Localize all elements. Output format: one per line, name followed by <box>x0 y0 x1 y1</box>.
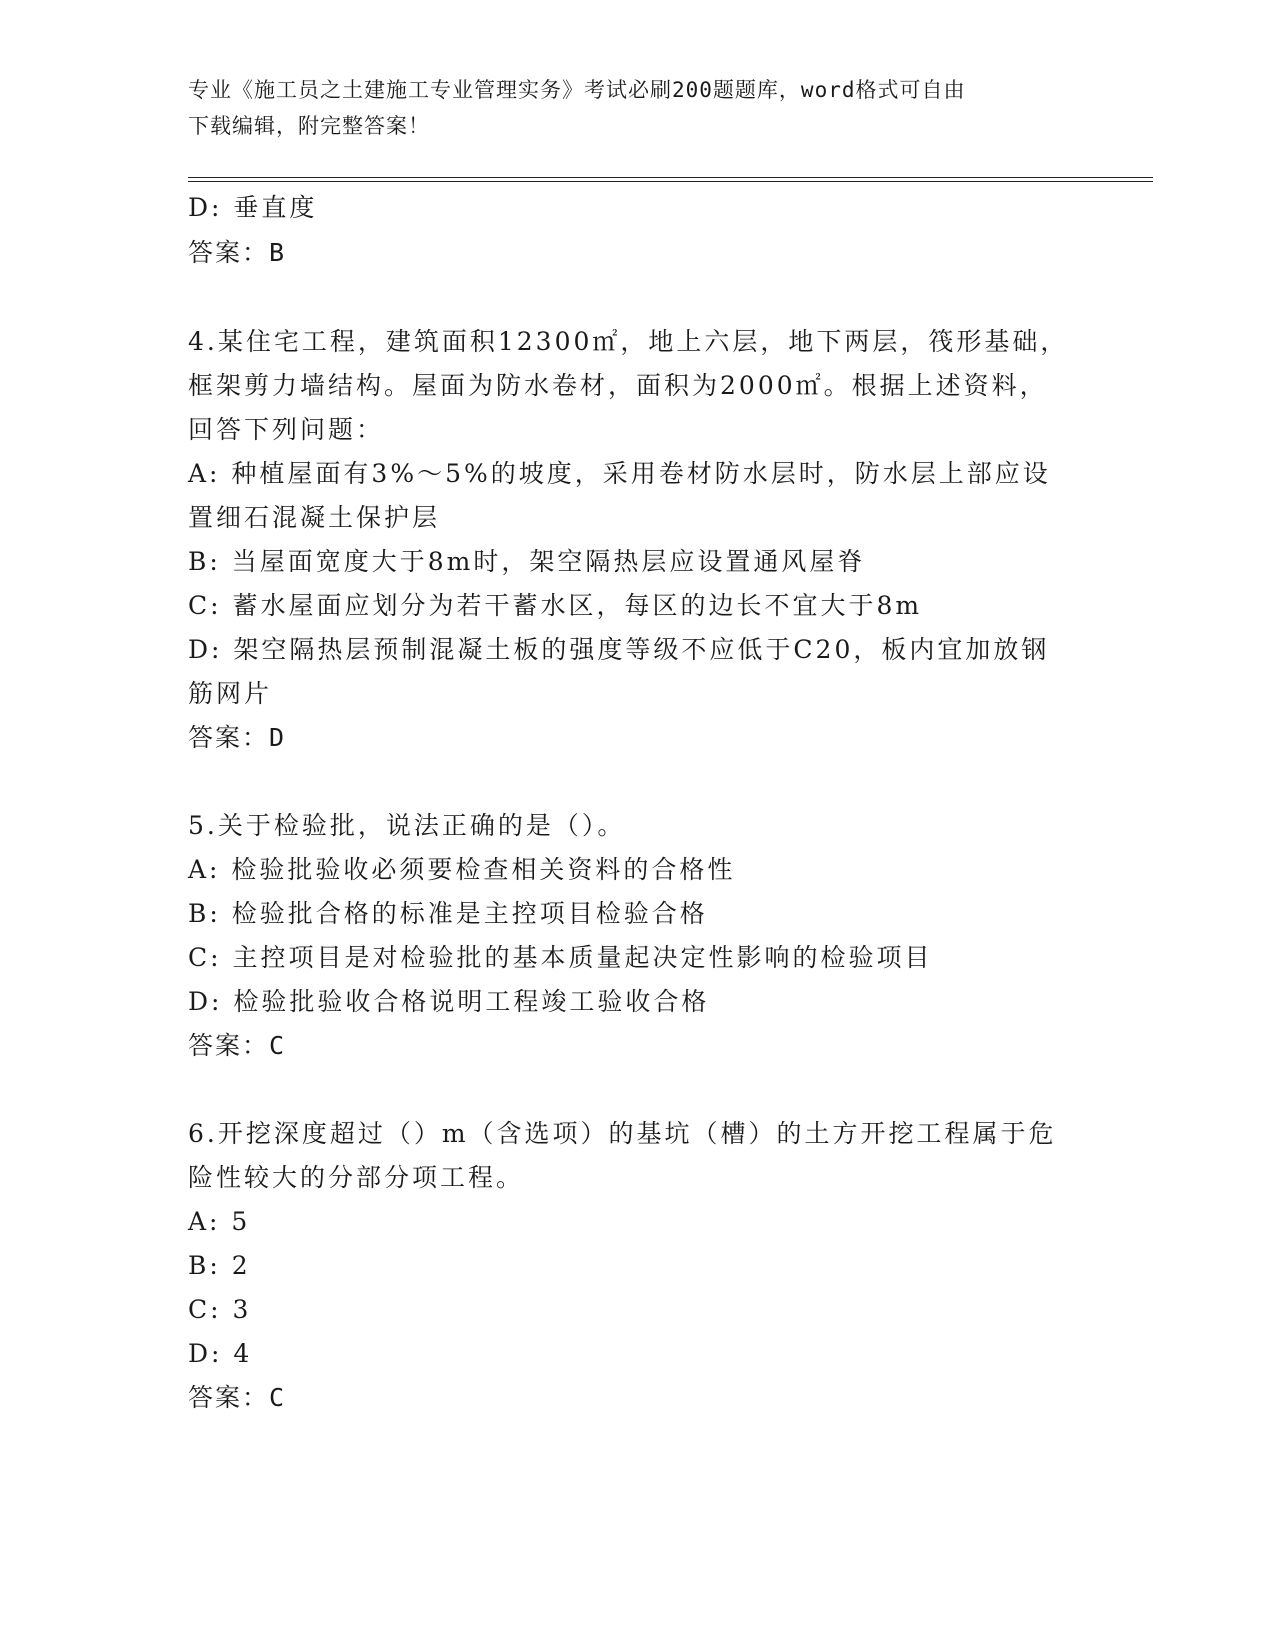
q5-option-c: C: 主控项目是对检验批的基本质量起决定性影响的检验项目 <box>188 943 933 972</box>
document-header <box>188 72 1088 144</box>
q6-stem-line2: 险性较大的分部分项工程。 <box>188 1163 525 1192</box>
q6-option-c: C: 3 <box>188 1295 252 1324</box>
q6-stem-line1: 6.开挖深度超过（）m（含选项）的基坑（槽）的土方开挖工程属于危 <box>188 1119 1057 1148</box>
q4-option-a-line1: A: 种植屋面有3%～5%的坡度，采用卷材防水层时，防水层上部应设 <box>188 459 1051 488</box>
answer-label: 答案： <box>188 238 270 267</box>
q5-option-b: B: 检验批合格的标准是主控项目检验合格 <box>188 899 708 928</box>
answer-value: B <box>269 238 285 267</box>
q4-answer <box>188 715 284 761</box>
q5-answer <box>188 1023 284 1069</box>
q4-option-d-line2: 筋网片 <box>188 679 273 708</box>
header-title-line2: 下载编辑，附完整答案！ <box>188 114 430 138</box>
q4-stem-line1: 4.某住宅工程，建筑面积12300㎡，地上六层，地下两层，筏形基础， <box>188 327 1069 356</box>
q4-option-a-line2: 置细石混凝土保护层 <box>188 503 441 532</box>
q4-option-d-line1: D: 架空隔热层预制混凝土板的强度等级不应低于C20，板内宜加放钢 <box>188 635 1050 664</box>
q4-stem-line3: 回答下列问题： <box>188 415 385 444</box>
q6-option-a: A: 5 <box>188 1207 251 1236</box>
q6-option-d: D: 4 <box>188 1339 253 1368</box>
q4-stem-line2: 框架剪力墙结构。屋面为防水卷材，面积为2000㎡。根据上述资料， <box>188 371 1048 400</box>
q5-option-d: D: 检验批验收合格说明工程竣工验收合格 <box>188 987 710 1016</box>
q4-option-b: B: 当屋面宽度大于8m时，架空隔热层应设置通风屋脊 <box>188 547 866 576</box>
q6-answer <box>188 1375 284 1421</box>
answer-label: 答案： <box>188 723 270 752</box>
q5-option-a: A: 检验批验收必须要检查相关资料的合格性 <box>188 855 736 884</box>
answer-value: C <box>269 1031 285 1060</box>
answer-label: 答案： <box>188 1031 270 1060</box>
q4-option-c: C: 蓄水屋面应划分为若干蓄水区，每区的边长不宜大于8m <box>188 591 923 620</box>
q3-option-d: D: 垂直度 <box>188 193 318 222</box>
q3-answer <box>188 230 284 276</box>
answer-label: 答案： <box>188 1383 270 1412</box>
answer-value: D <box>269 723 285 752</box>
header-divider-top <box>188 177 1153 178</box>
q5-stem: 5.关于检验批，说法正确的是（）。 <box>188 811 626 840</box>
q6-option-b: B: 2 <box>188 1251 251 1280</box>
answer-value: C <box>269 1383 285 1412</box>
header-divider-bottom <box>188 181 1153 182</box>
header-title-line1: 专业《施工员之土建施工专业管理实务》考试必刷200题题库，word格式可自由 <box>188 78 966 102</box>
